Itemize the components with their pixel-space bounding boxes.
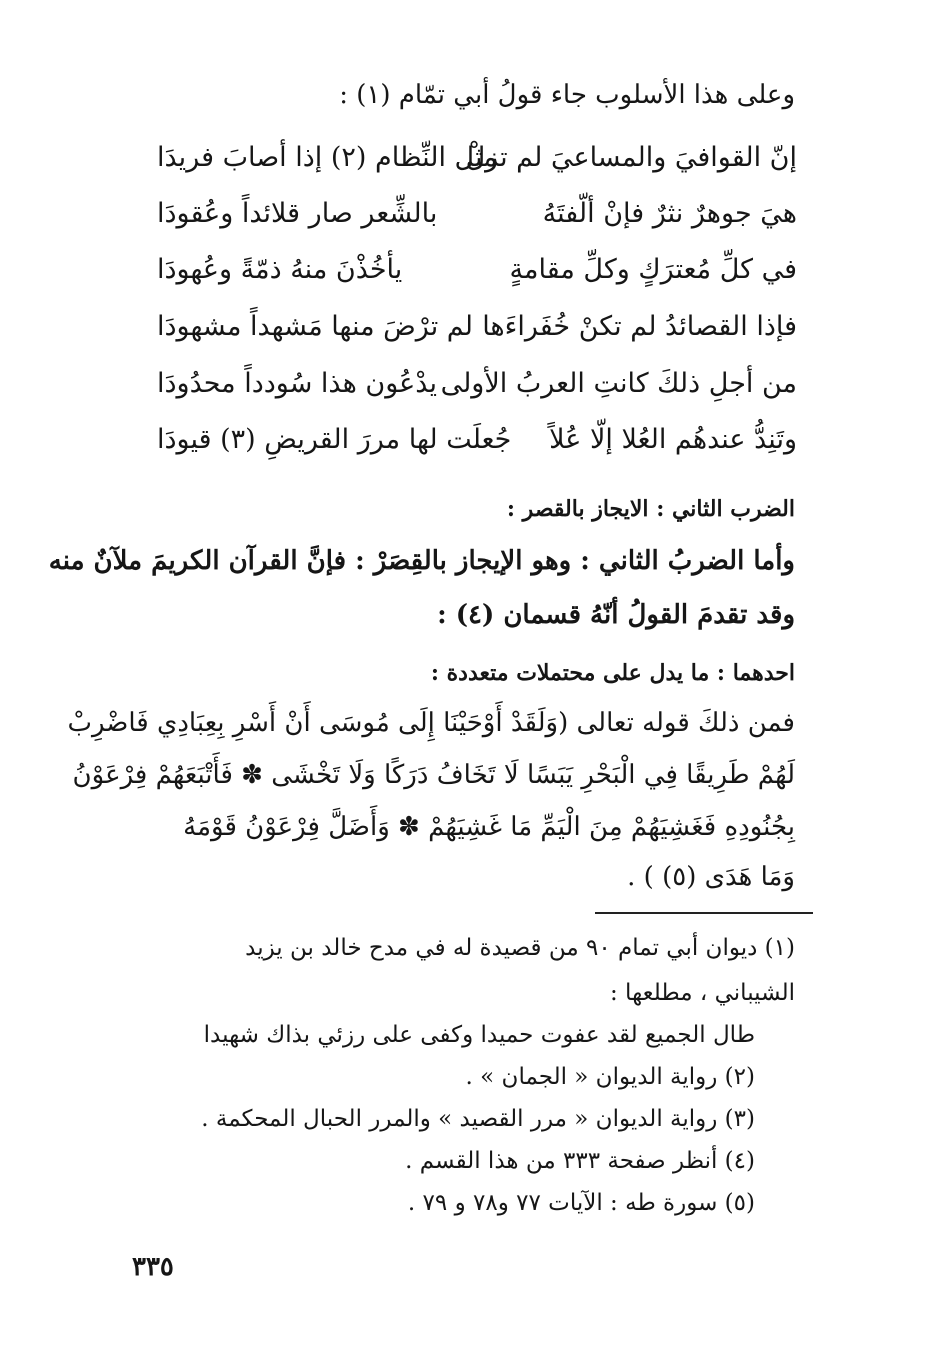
footnote-poem-line: طال الجميع لقد عفوت حميدا وكفى على رزئي بذاك شهيدا	[203, 1022, 755, 1048]
section-heading: احدهما : ما يدل على محتملات متعددة :	[430, 660, 795, 686]
verse-second-hemistich: بالشِّعر صار قلائداً وعُقودَا	[157, 198, 438, 229]
verse-first-hemistich: إنّ القوافيَ والمساعيَ لم تزلْ	[465, 142, 797, 173]
verse-first-hemistich: وتَنِدُّ عندهُم العُلا إلّا عُلاً	[549, 424, 797, 455]
poem-verse	[157, 198, 797, 244]
poem-verse	[157, 311, 797, 357]
footnote-line: (١) ديوان أبي تمام ٩٠ من قصيدة له في مدح خالد بن يزيد	[245, 935, 795, 961]
quran-verse-line: فمن ذلكَ قوله تعالى (وَلَقَدْ أَوْحَيْنَا إِلَى مُوسَى أَنْ أَسْرِ بِعِبَادِي فَاضْرِبْ	[67, 708, 795, 738]
verse-first-hemistich: فإذا القصائدُ لم تكنْ خُفَراءَها	[482, 311, 797, 342]
verse-first-hemistich: في كلِّ مُعترَكٍ وكلِّ مقامةٍ	[509, 254, 797, 285]
verse-second-hemistich: يأخُذْنَ منهُ ذمّةً وعُهودَا	[157, 254, 403, 285]
footnote-line: الشيباني ، مطلعها :	[610, 980, 795, 1006]
quran-verse-line: لَهُمْ طَرِيقًا فِي الْبَحْرِ يَبَسًا لَا تَخَافُ دَرَكًا وَلَا تَخْشَى ✽ فَأَتْبَعَهُمْ فِرْعَوْنُ	[72, 760, 795, 790]
verse-first-hemistich: هيَ جوهرٌ نثرٌ فإنْ ألّفتَهُ	[542, 198, 797, 229]
verse-second-hemistich: يدْعُون هذا سُودداً محدُودَا	[157, 368, 437, 399]
footnote-divider	[595, 912, 813, 914]
verse-second-hemistich: مثل النِّظام (٢) إذا أصابَ فريدَا	[157, 142, 498, 173]
poem-verse	[157, 368, 797, 414]
intro-line: وعلى هذا الأسلوب جاء قولُ أبي تمّام (١) :	[339, 80, 795, 110]
page-number: ٣٣٥	[132, 1252, 174, 1282]
footnote-line: (٤) أنظر صفحة ٣٣٣ من هذا القسم .	[405, 1148, 755, 1174]
section-heading: الضرب الثاني : الايجاز بالقصر :	[506, 496, 795, 522]
quran-verse-line: وَمَا هَدَى (٥) ) .	[627, 862, 795, 892]
verse-first-hemistich: من أجلِ ذلكَ كانتِ العربُ الأولى	[440, 368, 797, 399]
footnote-line: (٣) رواية الديوان « مرر القصيد » والمرر الحبال المحكمة .	[201, 1106, 755, 1132]
verse-second-hemistich: لم ترْضَ منها مَشهداً مشهودَا	[157, 311, 473, 342]
paragraph-line: وقد تقدمَ القولُ أنّهُ قسمان (٤) :	[437, 600, 795, 630]
paragraph-line: وأما الضربُ الثاني : وهو الإيجاز بالقِصَرْ : فإنَّ القرآن الكريمَ ملآنٌ منه	[48, 546, 795, 576]
poem-verse	[157, 142, 797, 188]
verse-second-hemistich: جُعلَت لها مررَ القريضِ (٣) قيودَا	[157, 424, 512, 455]
footnote-line: (٥) سورة طه : الآيات ٧٧ و٧٨ و ٧٩ .	[407, 1190, 755, 1216]
footnote-line: (٢) رواية الديوان « الجمان » .	[465, 1064, 755, 1090]
poem-verse	[157, 424, 797, 470]
quran-verse-line: بِجُنُودِهِ فَغَشِيَهُمْ مِنَ الْيَمِّ مَا غَشِيَهُمْ ✽ وَأَضَلَّ فِرْعَوْنُ قَوْمَهُ	[183, 812, 795, 842]
poem-verse	[157, 254, 797, 300]
